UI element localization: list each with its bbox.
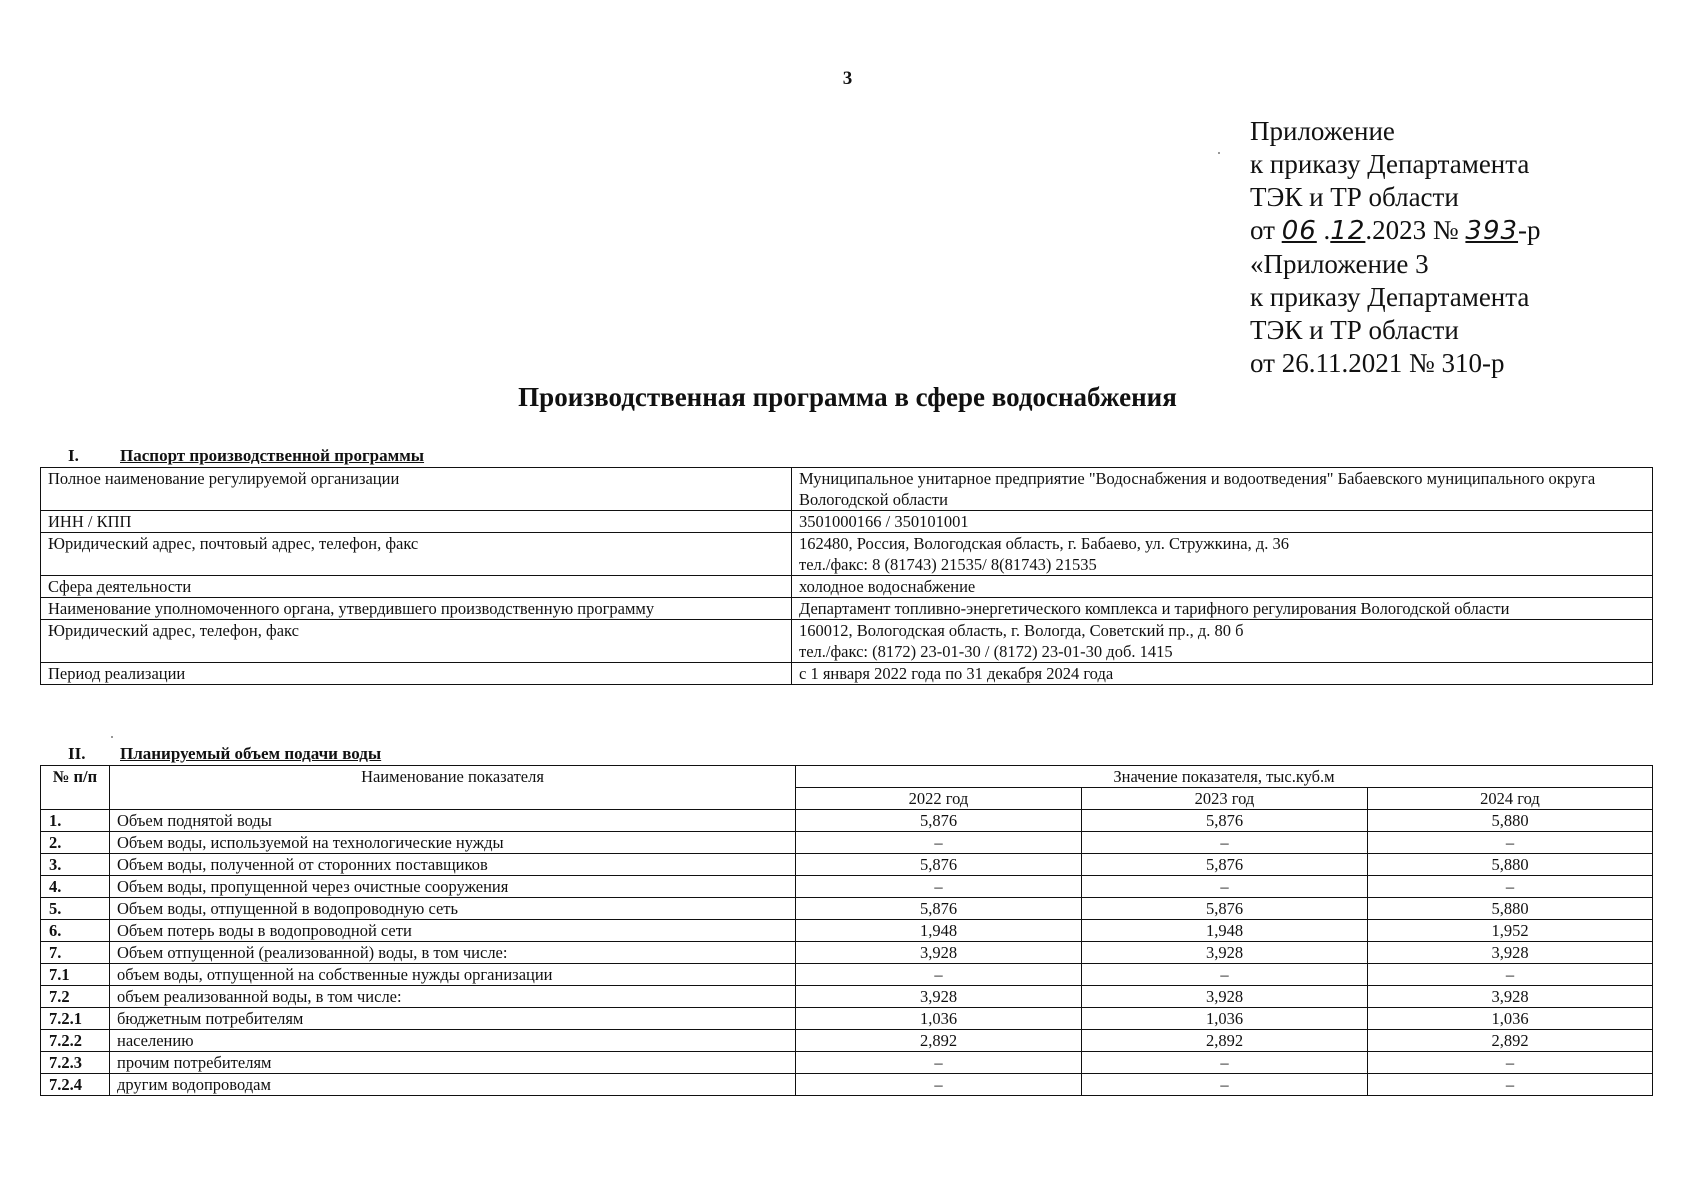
row-number: 7.2.1 <box>41 1008 110 1030</box>
column-header-name: Наименование показателя <box>110 766 796 810</box>
passport-value <box>792 533 1653 576</box>
table-row <box>41 876 1653 898</box>
section-title: Паспорт производственной программы <box>120 446 425 465</box>
table-row <box>41 1030 1653 1052</box>
row-number: 2. <box>41 832 110 854</box>
passport-value-line: тел./факс: 8 (81743) 21535/ 8(81743) 21535 <box>799 555 1097 574</box>
indicator-value: 1,952 <box>1368 920 1653 942</box>
indicator-value: – <box>796 832 1082 854</box>
passport-row <box>41 598 1653 620</box>
passport-value <box>792 511 1653 533</box>
indicator-name: Объем воды, используемой на технологические нужды <box>110 832 796 854</box>
passport-row <box>41 576 1653 598</box>
indicator-value: 1,948 <box>796 920 1082 942</box>
indicator-name: другим водопроводам <box>110 1074 796 1096</box>
passport-row <box>41 468 1653 511</box>
indicator-name: бюджетным потребителям <box>110 1008 796 1030</box>
scan-speck <box>111 736 113 738</box>
indicator-value: 2,892 <box>1082 1030 1368 1052</box>
document-title: Производственная программа в сфере водоснабжения <box>518 382 1177 412</box>
indicator-value: 5,876 <box>796 810 1082 832</box>
row-number: 1. <box>41 810 110 832</box>
annex-date-line: от 06 .12.2023 № 393-р <box>1250 215 1541 246</box>
water-volume-table <box>40 765 1653 1096</box>
handwritten-day: 06 <box>1281 216 1317 246</box>
indicator-value: – <box>1082 964 1368 986</box>
indicator-value: – <box>1368 1074 1653 1096</box>
indicator-value: 3,928 <box>1082 942 1368 964</box>
indicator-value: – <box>1368 964 1653 986</box>
indicator-name: объем воды, отпущенной на собственные нужды организации <box>110 964 796 986</box>
passport-row <box>41 620 1653 663</box>
passport-value-line: 3501000166 / 350101001 <box>799 512 969 531</box>
passport-value <box>792 598 1653 620</box>
row-number: 3. <box>41 854 110 876</box>
indicator-value: 3,928 <box>796 942 1082 964</box>
row-number: 6. <box>41 920 110 942</box>
passport-value <box>792 576 1653 598</box>
passport-table <box>40 467 1653 685</box>
table-row <box>41 832 1653 854</box>
passport-value-line: холодное водоснабжение <box>799 577 976 596</box>
indicator-name: Объем воды, пропущенной через очистные сооружения <box>110 876 796 898</box>
passport-label: Юридический адрес, телефон, факс <box>41 620 792 663</box>
scan-speck <box>1218 152 1220 154</box>
indicator-value: 2,892 <box>796 1030 1082 1052</box>
indicator-value: 5,880 <box>1368 898 1653 920</box>
page-number: 3 <box>842 68 853 89</box>
indicator-value: 3,928 <box>1082 986 1368 1008</box>
indicator-value: 3,928 <box>1368 942 1653 964</box>
passport-value-line: 162480, Россия, Вологодская область, г. Бабаево, ул. Стружкина, д. 36 <box>799 534 1290 553</box>
indicator-value: 5,880 <box>1368 810 1653 832</box>
indicator-name: Объем воды, отпущенной в водопроводную сеть <box>110 898 796 920</box>
annex-date-prefix: от <box>1250 215 1275 245</box>
row-number: 7.1 <box>41 964 110 986</box>
indicator-value: 5,876 <box>1082 854 1368 876</box>
indicator-value: 3,928 <box>796 986 1082 1008</box>
annex-line: «Приложение 3 <box>1250 249 1429 279</box>
column-header-number: № п/п <box>41 766 110 810</box>
indicator-value: – <box>796 964 1082 986</box>
annex-block <box>1250 115 1541 380</box>
row-number: 4. <box>41 876 110 898</box>
passport-label: Полное наименование регулируемой организации <box>41 468 792 511</box>
section-heading-volume <box>68 744 381 764</box>
indicator-value: 5,876 <box>796 898 1082 920</box>
indicator-name: Объем отпущенной (реализованной) воды, в том числе: <box>110 942 796 964</box>
passport-row <box>41 663 1653 685</box>
passport-label: Период реализации <box>41 663 792 685</box>
annex-line: к приказу Департамента <box>1250 149 1530 179</box>
passport-row <box>41 511 1653 533</box>
indicator-value: 2,892 <box>1368 1030 1653 1052</box>
indicator-value: – <box>1368 876 1653 898</box>
indicator-name: населению <box>110 1030 796 1052</box>
indicator-value: – <box>1082 1074 1368 1096</box>
indicator-value: – <box>796 1052 1082 1074</box>
table-row <box>41 898 1653 920</box>
table-row <box>41 1052 1653 1074</box>
annex-line: ТЭК и ТР области <box>1250 182 1459 212</box>
annex-order-suffix: -р <box>1518 215 1541 245</box>
row-number: 7.2.3 <box>41 1052 110 1074</box>
section-title: Планируемый объем подачи воды <box>120 744 382 763</box>
indicator-value: – <box>796 1074 1082 1096</box>
annex-line: к приказу Департамента <box>1250 282 1530 312</box>
indicator-value: 5,876 <box>1082 810 1368 832</box>
passport-row <box>41 533 1653 576</box>
column-header-year: 2022 год <box>796 788 1082 810</box>
table-row <box>41 1074 1653 1096</box>
row-number: 7.2.4 <box>41 1074 110 1096</box>
passport-label: Сфера деятельности <box>41 576 792 598</box>
passport-label: ИНН / КПП <box>41 511 792 533</box>
indicator-name: объем реализованной воды, в том числе: <box>110 986 796 1008</box>
indicator-value: – <box>1082 876 1368 898</box>
indicator-name: Объем поднятой воды <box>110 810 796 832</box>
table-row <box>41 854 1653 876</box>
indicator-value: 1,948 <box>1082 920 1368 942</box>
passport-value <box>792 468 1653 511</box>
indicator-value: 1,036 <box>1082 1008 1368 1030</box>
section-number: I. <box>68 446 79 465</box>
indicator-name: Объем воды, полученной от сторонних поставщиков <box>110 854 796 876</box>
indicator-name: прочим потребителям <box>110 1052 796 1074</box>
table-row <box>41 986 1653 1008</box>
indicator-value: – <box>1082 1052 1368 1074</box>
annex-line: от 26.11.2021 № 310-р <box>1250 348 1505 378</box>
row-number: 7.2 <box>41 986 110 1008</box>
row-number: 7. <box>41 942 110 964</box>
column-header-year: 2023 год <box>1082 788 1368 810</box>
table-row <box>41 942 1653 964</box>
column-header-year: 2024 год <box>1368 788 1653 810</box>
passport-value-line: тел./факс: (8172) 23-01-30 / (8172) 23-01-30 доб. 1415 <box>799 642 1173 661</box>
indicator-value: – <box>1368 832 1653 854</box>
row-number: 7.2.2 <box>41 1030 110 1052</box>
indicator-value: 5,880 <box>1368 854 1653 876</box>
indicator-value: 1,036 <box>796 1008 1082 1030</box>
indicator-value: 3,928 <box>1368 986 1653 1008</box>
handwritten-order-number: 393 <box>1465 216 1519 246</box>
annex-date-year: .2023 № <box>1365 215 1459 245</box>
table-row <box>41 964 1653 986</box>
passport-value-line: Департамент топливно-энергетического комплекса и тарифного регулирования Вологодской области <box>799 599 1510 618</box>
row-number: 5. <box>41 898 110 920</box>
column-header-values: Значение показателя, тыс.куб.м <box>796 766 1653 788</box>
section-number: II. <box>68 744 86 763</box>
annex-line: Приложение <box>1250 116 1395 146</box>
passport-value-line: Муниципальное унитарное предприятие "Водоснабжения и водоотведения" Бабаевского муниципального округа Вологодской области <box>799 469 1596 509</box>
indicator-value: 5,876 <box>796 854 1082 876</box>
passport-label: Наименование уполномоченного органа, утвердившего производственную программу <box>41 598 792 620</box>
indicator-value: – <box>1368 1052 1653 1074</box>
table-row <box>41 1008 1653 1030</box>
indicator-name: Объем потерь воды в водопроводной сети <box>110 920 796 942</box>
table-row <box>41 920 1653 942</box>
annex-line: ТЭК и ТР области <box>1250 315 1459 345</box>
passport-value-line: с 1 января 2022 года по 31 декабря 2024 года <box>799 664 1114 683</box>
passport-value <box>792 620 1653 663</box>
handwritten-month: 12 <box>1330 216 1366 246</box>
indicator-value: – <box>796 876 1082 898</box>
passport-value <box>792 663 1653 685</box>
table-row <box>41 810 1653 832</box>
indicator-value: 5,876 <box>1082 898 1368 920</box>
section-heading-passport <box>68 446 424 466</box>
passport-value-line: 160012, Вологодская область, г. Вологда, Советский пр., д. 80 б <box>799 621 1244 640</box>
indicator-value: – <box>1082 832 1368 854</box>
indicator-value: 1,036 <box>1368 1008 1653 1030</box>
passport-label: Юридический адрес, почтовый адрес, телефон, факс <box>41 533 792 576</box>
